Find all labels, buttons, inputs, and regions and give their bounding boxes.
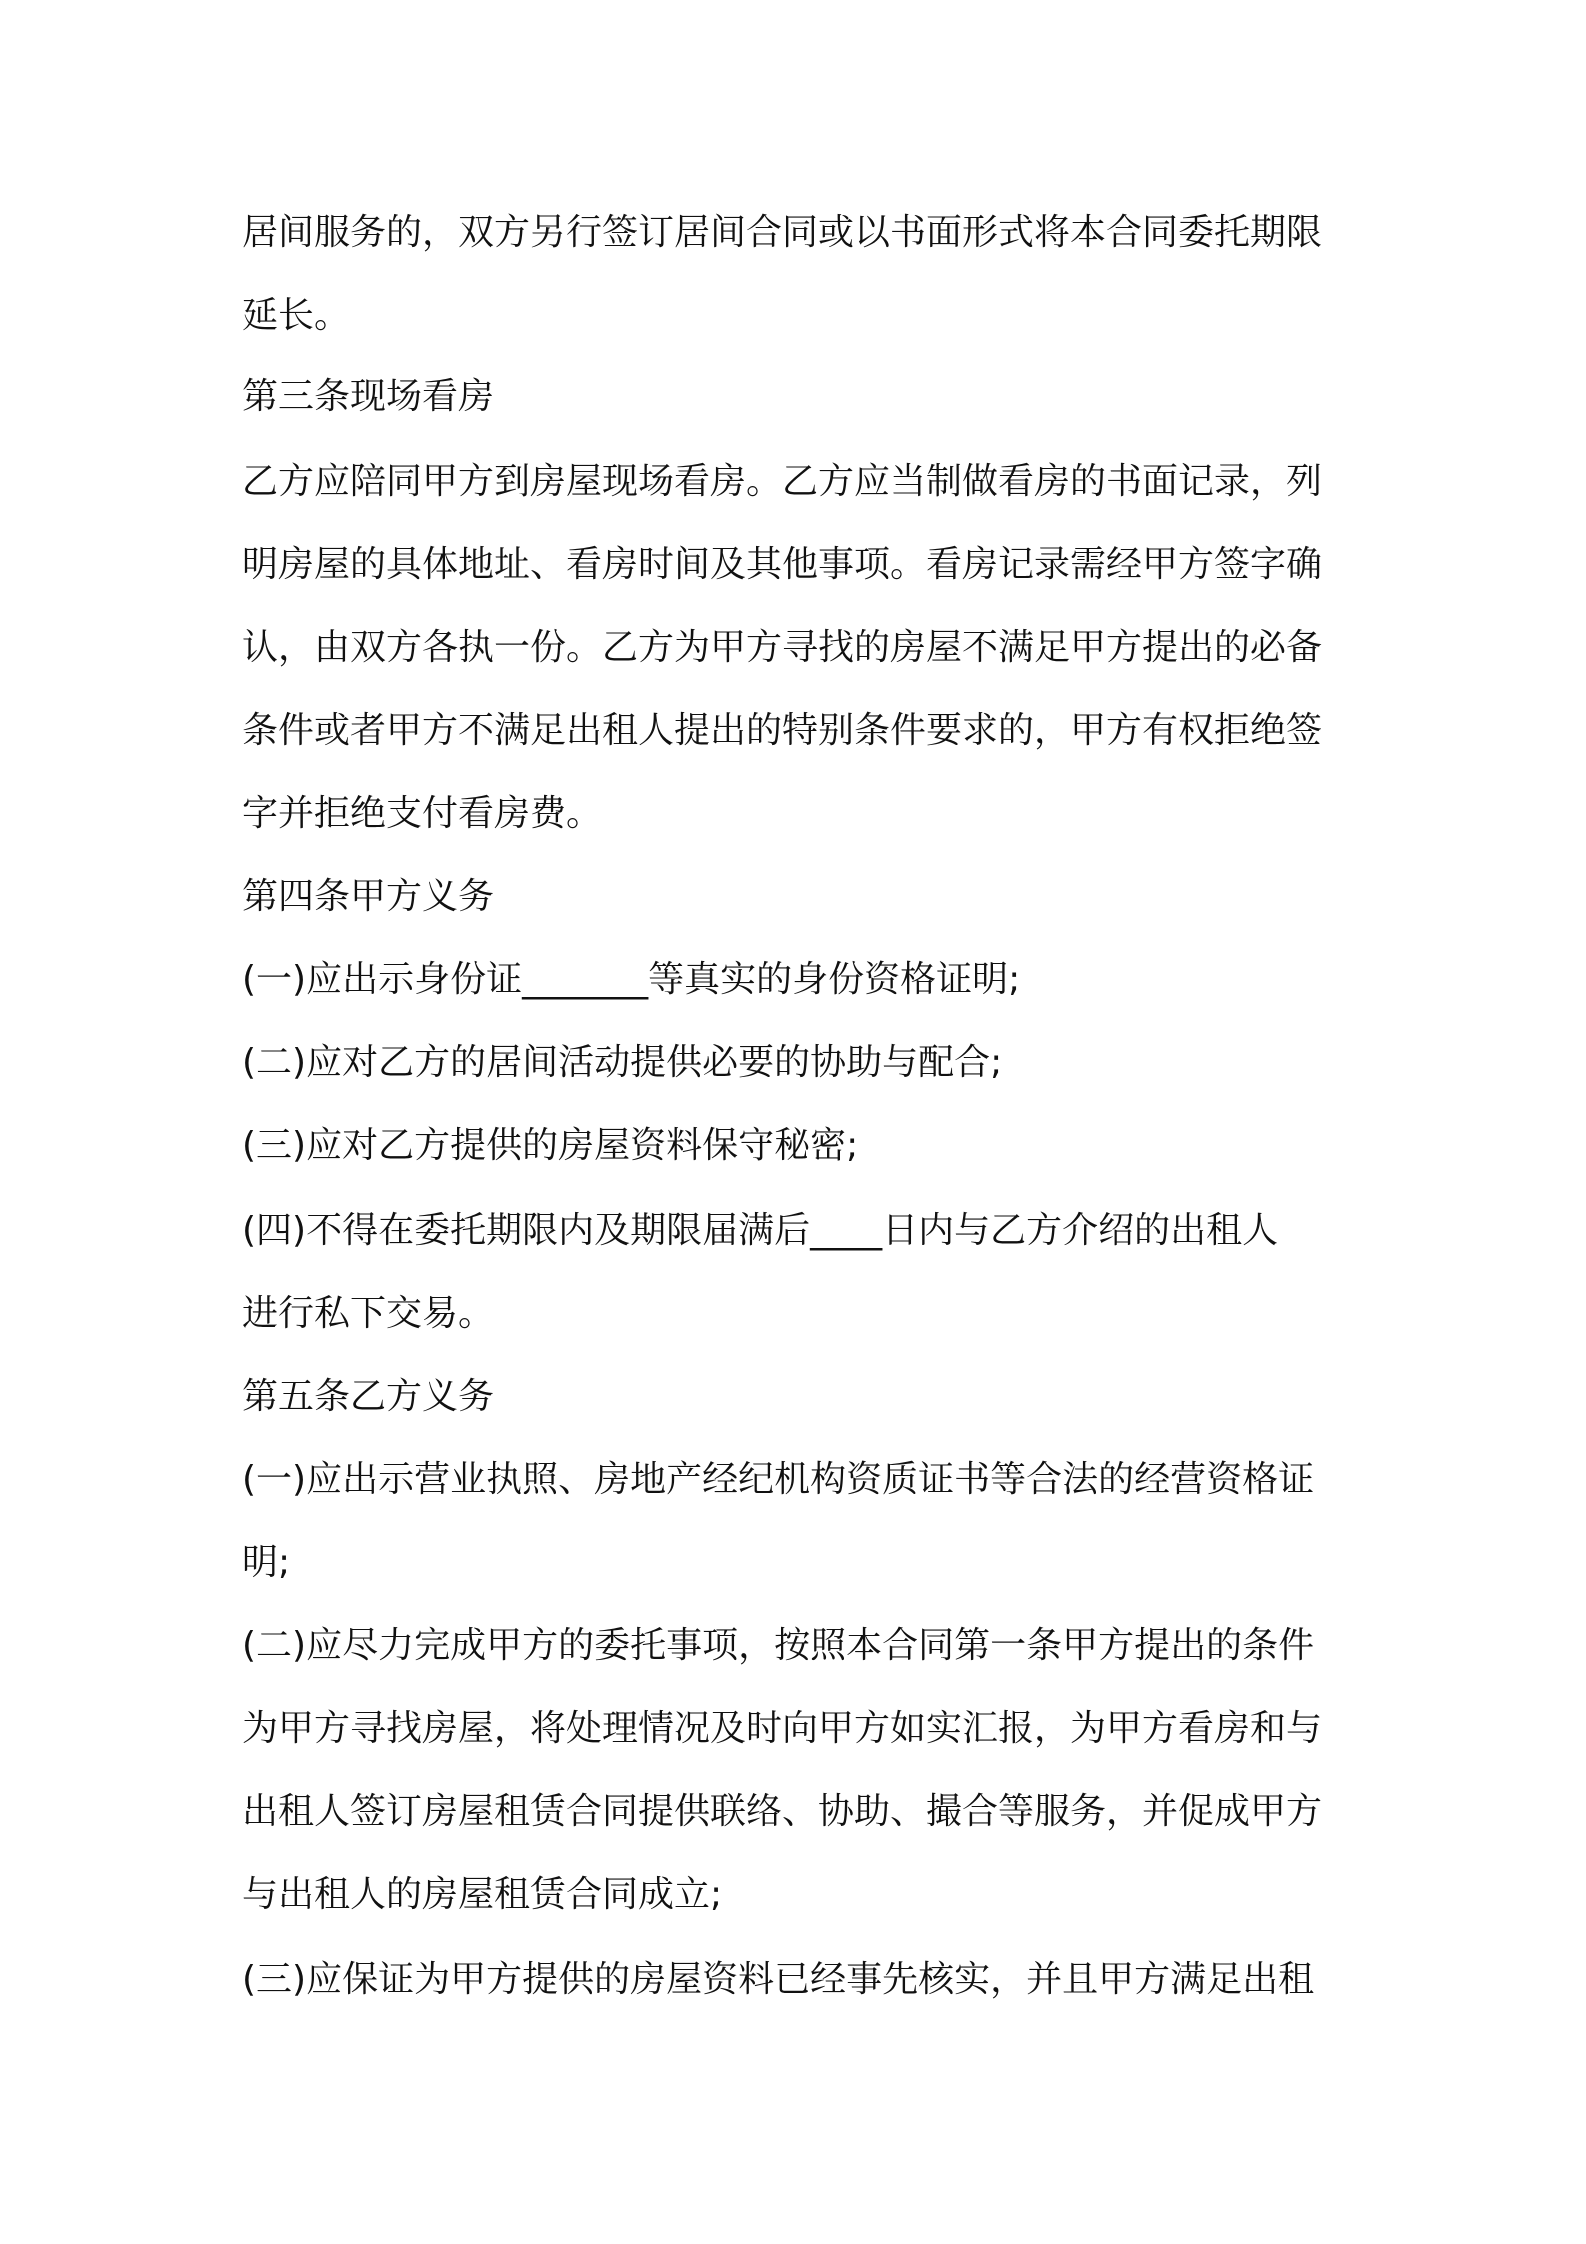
- text-line: (一)应出示营业执照、房地产经纪机构资质证书等合法的经营资格证: [242, 1459, 1315, 1500]
- section-heading-3: 第三条现场看房: [242, 376, 495, 417]
- text-line: 出租人签订房屋租赁合同提供联络、协助、撮合等服务，并促成甲方: [242, 1791, 1323, 1832]
- text-line: 条件或者甲方不满足出租人提出的特别条件要求的，甲方有权拒绝签: [242, 710, 1323, 751]
- text-line: 进行私下交易。: [242, 1293, 495, 1334]
- text-line: 明;: [242, 1542, 291, 1583]
- text-line: 延长。: [242, 295, 351, 336]
- text-line: (四)不得在委托期限内及期限届满后____日内与乙方介绍的出租人: [242, 1210, 1279, 1251]
- text-line: 明房屋的具体地址、看房时间及其他事项。看房记录需经甲方签字确: [242, 544, 1323, 585]
- text-line: 为甲方寻找房屋，将处理情况及时向甲方如实汇报，为甲方看房和与: [242, 1708, 1323, 1749]
- section-heading-5: 第五条乙方义务: [242, 1376, 495, 1417]
- text-line: (二)应对乙方的居间活动提供必要的协助与配合;: [242, 1042, 1003, 1083]
- text-line: 居间服务的，双方另行签订居间合同或以书面形式将本合同委托期限: [242, 212, 1323, 253]
- text-line: (三)应对乙方提供的房屋资料保守秘密;: [242, 1125, 859, 1166]
- text-line: 与出租人的房屋租赁合同成立;: [242, 1874, 723, 1915]
- text-line: (三)应保证为甲方提供的房屋资料已经事先核实，并且甲方满足出租: [242, 1959, 1315, 2000]
- text-line: 字并拒绝支付看房费。: [242, 793, 603, 834]
- section-heading-4: 第四条甲方义务: [242, 876, 495, 917]
- text-line: (二)应尽力完成甲方的委托事项，按照本合同第一条甲方提出的条件: [242, 1625, 1315, 1666]
- text-line: (一)应出示身份证_______等真实的身份资格证明;: [242, 959, 1021, 1000]
- text-line: 认，由双方各执一份。乙方为甲方寻找的房屋不满足甲方提出的必备: [242, 627, 1323, 668]
- text-line: 乙方应陪同甲方到房屋现场看房。乙方应当制做看房的书面记录，列: [242, 461, 1323, 502]
